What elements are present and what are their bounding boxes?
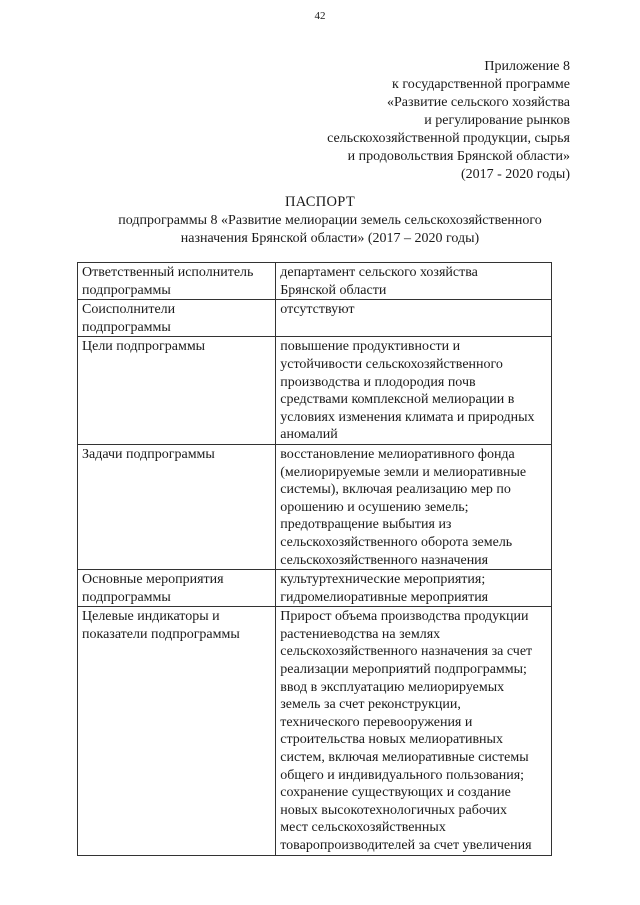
row-value-line: повышение продуктивности и (280, 339, 461, 355)
page-number: 42 (314, 10, 326, 22)
row-value-line: ввод в эксплуатацию мелиорируемых (280, 679, 505, 695)
row-value-line: сельскохозяйственного назначения (280, 552, 489, 568)
appendix-line: и продовольствия Брянской области» (347, 149, 570, 164)
table-row (78, 607, 552, 855)
row-value-line: растениеводства на землях (280, 626, 441, 642)
appendix-header (270, 58, 570, 184)
row-value-line: сельскохозяйственного оборота земель (280, 534, 513, 550)
row-label-line: Соисполнители (82, 302, 176, 318)
row-label-line: подпрограммы (82, 589, 171, 605)
row-value-line: общего и индивидуального пользования; (280, 767, 525, 783)
appendix-line: и регулирование рынков (424, 113, 570, 128)
row-value-line: Прирост объема производства продукции (280, 609, 529, 625)
row-value-line: восстановление мелиоративного фонда (280, 446, 515, 462)
row-value-cell (276, 263, 552, 300)
appendix-line: «Развитие сельского хозяйства (386, 95, 570, 110)
appendix-line: (2017 - 2020 годы) (460, 167, 570, 182)
row-label-cell (78, 300, 276, 337)
row-value-line: новых высокотехнологичных рабочих (280, 802, 508, 818)
row-value-line: земель за счет реконструкции, (280, 697, 461, 713)
passport-table (77, 262, 552, 856)
row-value-line: системы), включая реализацию мер по (280, 482, 511, 498)
row-value-cell (276, 300, 552, 337)
row-value-line: культуртехнические мероприятия; (280, 572, 486, 588)
row-label-line: подпрограммы (82, 282, 171, 298)
table-row (78, 570, 552, 607)
appendix-line: сельскохозяйственной продукции, сырья (327, 131, 570, 146)
row-value-line: средствами комплексной мелиорации в (280, 392, 515, 408)
row-value-line: отсутствуют (280, 302, 355, 318)
row-value-line: орошению и осушению земель; (280, 499, 469, 515)
row-value-line: устойчивости сельскохозяйственного (280, 356, 503, 372)
row-value-cell (276, 444, 552, 569)
row-label-line: Цели подпрограммы (82, 339, 206, 355)
row-value-line: товаропроизводителей за счет увеличения (280, 838, 532, 853)
row-value-line: департамент сельского хозяйства (280, 265, 478, 280)
row-label-cell (78, 263, 276, 300)
row-value-line: сельскохозяйственного назначения за счет (280, 644, 533, 660)
table-row (78, 337, 552, 445)
appendix-line: Приложение 8 (484, 59, 570, 74)
row-value-cell (276, 607, 552, 855)
document-title: ПАСПОРТ (284, 194, 356, 210)
row-value-line: реализации мероприятий подпрограммы; (280, 662, 527, 678)
row-label-line: Основные мероприятия (82, 572, 224, 588)
table-row (78, 263, 552, 300)
row-value-line: производства и плодородия почв (280, 374, 476, 390)
row-label-line: показатели подпрограммы (82, 626, 240, 642)
row-value-cell (276, 570, 552, 607)
subtitle-line: подпрограммы 8 «Развитие мелиорации земель сельскохозяйственного (118, 213, 542, 228)
row-value-line: аномалий (280, 427, 338, 443)
table-row (78, 300, 552, 337)
row-value-line: гидромелиоративные мероприятия (280, 589, 489, 605)
subtitle-line: назначения Брянской области» (2017 – 2020 годы) (180, 231, 480, 246)
row-label-line: подпрограммы (82, 319, 171, 335)
row-value-line: технического перевооружения и (280, 714, 473, 730)
row-value-line: Брянской области (280, 282, 387, 298)
row-label-line: Задачи подпрограммы (82, 446, 215, 462)
row-value-line: предотвращение выбытия из (280, 517, 452, 533)
row-value-line: строительства новых мелиоративных (280, 732, 503, 748)
row-label-line: Целевые индикаторы и (82, 609, 220, 625)
table-row (78, 444, 552, 569)
row-label-cell (78, 444, 276, 569)
document-subtitle (60, 212, 600, 248)
row-label-cell (78, 337, 276, 445)
row-label-cell (78, 607, 276, 855)
row-value-line: мест сельскохозяйственных (280, 820, 446, 836)
row-value-line: (мелиорируемые земли и мелиоративные (280, 464, 527, 480)
row-value-line: систем, включая мелиоративные системы (280, 750, 529, 766)
row-value-cell (276, 337, 552, 445)
appendix-line: к государственной программе (392, 77, 570, 92)
row-label-cell (78, 570, 276, 607)
row-value-line: условиях изменения климата и природных (280, 409, 535, 425)
row-label-line: Ответственный исполнитель (82, 265, 254, 280)
row-value-line: сохранение существующих и создание (280, 785, 511, 801)
